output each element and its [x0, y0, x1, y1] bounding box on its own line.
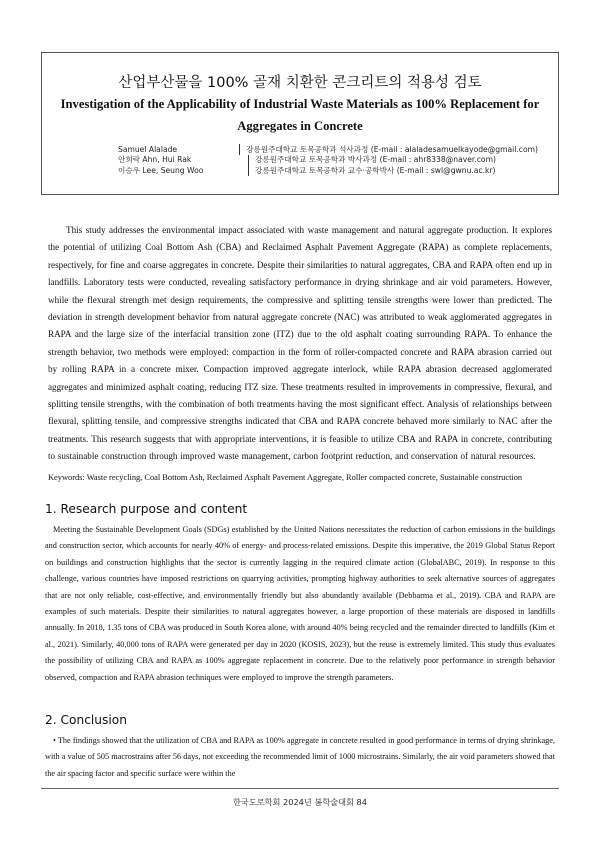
- title-box: [41, 52, 559, 195]
- author-affiliation: 강릉원주대학교 토목공학과 박사과정 (E-mail : ahr8338@naver.com): [255, 155, 496, 165]
- section-heading-conclusion: 2. Conclusion: [45, 713, 127, 727]
- author-name: 이승우 Lee, Seung Woo: [118, 165, 204, 175]
- footer-divider: [41, 788, 559, 789]
- keywords: Keywords: Waste recycling, Coal Bottom Ash, Reclaimed Asphalt Pavement Aggregate, Roller compacted concrete, Sustainable construction: [48, 473, 523, 482]
- author-list: [118, 144, 538, 176]
- author-row: [118, 155, 538, 166]
- section-body-conclusion: • The findings showed that the utilization of CBA and RAPA as 100% aggregate in concrete resulted in good performance in terms of drying shrinkage, with a value of 505 macrostrains after 56 days, not exceeding the recommended limit of 1000 microstrains. Similarly, the air void parameters showed that the air spacing factor and specific surface were within the: [45, 736, 555, 778]
- author-affiliation: 강릉원주대학교 토목공학과 교수·공학박사 (E-mail : swl@gwnu.ac.kr): [255, 165, 496, 175]
- title-english: Investigation of the Applicability of Industrial Waste Materials as 100% Replacement for Aggregates in Concrete: [60, 97, 540, 133]
- section-body-research-purpose: Meeting the Sustainable Development Goals (SDGs) established by the United Nations necessitates the reduction of carbon emissions in the buildings and construction sector, which accounts for nearly 40% of energy- and process-related emissions. Despite this imperative, the 2019 Global Status Report on buildings and construction highlights that the sector is currently lagging in the required climate action (GlobalABC, 2019). In response to this challenge, various countries have imposed restrictions on quarrying activities, prompting highway authorities to seek alternative sources of aggregates that are not only reliable, cost-effective, and environmentally friendly but also abundantly available (Debbarma et al., 2019). CBA and RAPA are examples of such materials. Despite their similarities to natural aggregates however, a large proportion of these materials are disposed in landfills annually. In 2018, 1.35 tons of CBA was produced in South Korea alone, with around 40% being recycled and the remainder directed to landfills (Kim et al., 2021). Similarly, 40,000 tons of RAPA were generated per day in 2020 (KOSIS, 2023), but the reuse is extremely limited. This study thus evaluates the possibility of utilizing CBA and RAPA as 100% aggregate replacement in concrete. Due to the relatively poor performance in strength behavior observed, compaction and RAPA abrasion techniques were employed to improve the strength parameters.: [45, 525, 555, 682]
- abstract: This study addresses the environmental impact associated with waste management and natural aggregate production. It explores the potential of utilizing Coal Bottom Ash (CBA) and Reclaimed Asphalt Pavement Aggregate (RAPA) as complete replacements, respectively, for fine and coarse aggregates in concrete. Despite their similarities to natural aggregates, CBA and RAPA often end up in landfills. Laboratory tests were conducted, revealing satisfactory performance in drying shrinkage and air void parameters. However, while the flexural strength met design requirements, the compressive and splitting tensile strengths were lower than predicted. The deviation in strength development behavior from natural aggregate concrete (NAC) was attributed to weak agglomerated aggregates in RAPA and the large size of the interfacial transition zone (ITZ) due to the old asphalt coating surrounding RAPA. To enhance the strength behavior, two methods were employed: compaction in the form of roller-compacted concrete and RAPA abrasion carried out by rolling RAPA in a concrete mixer. Compaction improved aggregate interlock, while RAPA abrasion decreased agglomerated aggregates and minimized asphalt coating, reducing ITZ size. These treatments resulted in improvements in compressive, flexural, and splitting tensile strengths, with the combination of both treatments having the most significant effect. Analysis of relationships between flexural, splitting tensile, and compressive strengths indicated that CBA and RAPA concrete behaved more similarly to NAC after the treatments. This research suggests that with appropriate interventions, it is feasible to utilize CBA and RAPA in concrete, contributing to sustainable construction through improved waste management, carbon footprint reduction, and conservation of natural resources.: [48, 225, 552, 462]
- author-affiliation: 강릉원주대학교 토목공학과 석사과정 (E-mail : alaladesamuelkayode@gmail.com): [246, 144, 538, 154]
- author-name: 안희락 Ahn, Hui Rak: [118, 155, 192, 165]
- author-divider: [239, 144, 240, 155]
- title-korean: 산업부산물을 100% 골재 치환한 콘크리트의 적용성 검토: [118, 75, 482, 91]
- section-heading-research-purpose: 1. Research purpose and content: [45, 502, 248, 516]
- author-divider: [248, 155, 249, 166]
- author-name: Samuel Alalade: [118, 144, 178, 154]
- author-divider: [248, 165, 249, 176]
- author-row: [118, 144, 538, 155]
- author-row: [118, 165, 538, 176]
- page-footer: 한국도로학회 2024년 봄학술대회 84: [233, 797, 367, 807]
